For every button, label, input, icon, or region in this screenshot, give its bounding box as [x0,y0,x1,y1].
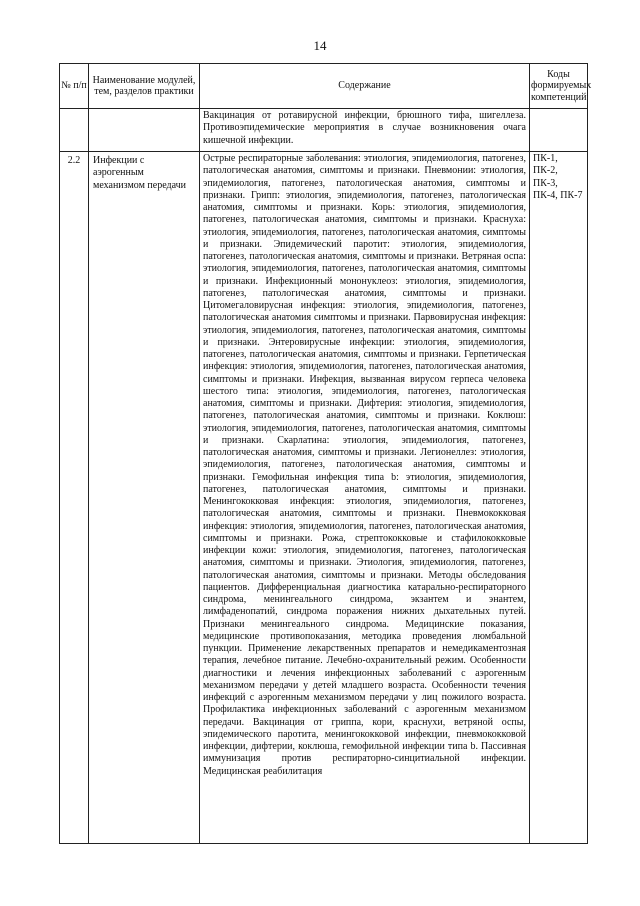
row-content: Острые респираторные заболевания: этиология, эпидемиология, патогенез, патологическая анатомия, симптомы и признаки. Пневмонии: этиология, эпидемиология, патогенез, патологическая анатомия, симптомы и признаки. Грипп: этиология, эпидемиология, патогенез, патологическая анатомия, симптомы и признаки. Корь: этиология, эпидемиология, патогенез, патологическая анатомия, симптомы и признаки. Краснуха: этиология, эпидемиология, патогенез, патологическая анатомия, симптомы и признаки. Эпидемический паротит: этиология, эпидемиология, патогенез, патологическая анатомия, симптомы и признаки. Ветряная оспа: этиология, эпидемиология, патогенез, патологическая анатомия, симптомы и признаки. Инфекционный мононуклеоз: этиология, эпидемиология, патогенез, патологическая анатомия, симптомы и признаки. Цитомегаловирусная инфекция: этиология, эпидемиология, патогенез, патологическая анатомия симптомы и признаки. Парвовирусная инфекция: этиология, эпидемиология, патогенез, патологическая анатомия, симптомы и признаки. Энтеровирусные инфекции: этиология, эпидемиология, патогенез, патологическая анатомия, симптомы и признаки. Герпетическая инфекция: этиология, эпидемиология, патогенез, патологическая анатомия, симптомы и признаки. Инфекция, вызванная вирусом герпеса человека шестого типа: этиология, эпидемиология, патогенез, патологическая анатомия, симптомы и признаки. Дифтерия: этиология, эпидемиология, патогенез, патологическая анатомия, симптомы и признаки. Коклюш: этиология, эпидемиология, патогенез, патологическая анатомия, симптомы и признаки. Скарлатина: этиология, эпидемиология, патогенез, патологическая анатомия, симптомы и признаки. Легионеллез: этиология, эпидемиология, патогенез, патологическая анатомия, симптомы и признаки. Гемофильная инфекция типа b: этиология, эпидемиология, патогенез, патологическая анатомия, симптомы и признаки. Менингококковая инфекция: этиология, эпидемиология, патогенез, патологическая анатомия, симптомы и признаки. Пневмококковая инфекция: этиология, эпидемиология, патогенез, патологическая анатомия, симптомы и признаки. Рожа, стрептококковые и стафилококковые инфекции кожи: этиология, эпидемиология, патогенез, патологическая анатомия, симптомы и признаки. Этиология, эпидемиология, патогенез, патологическая анатомия, симптомы и признаки. Методы обследования пациентов. Дифференциальная диагностика катарально-респираторного синдрома, менингеального синдрома, экзантем и энантем, лимфаденопатий, синдрома поражения нижних дыхательных путей. Признаки менингеального синдрома. Медицинские показания, медицинские противопоказания, методика проведения люмбальной пункции. Применение лекарственных препаратов и немедикаментозная терапия, лечебное питание. Лечебно-охранительный режим. Особенности диагностики и лечения инфекционных заболеваний с аэрогенным механизмом передачи у детей младшего возраста. Особенности течения инфекций с аэрогенным механизмом передачи у лиц пожилого возраста. Профилактика инфекционных заболеваний с аэрогенным механизмом передачи. Вакцинация от гриппа, кори, краснухи, ветряной оспы, эпидемического паротита, менингококковой инфекции, пневмококковой инфекции, дифтерии, коклюша, гемофильной инфекции типа b. Пассивная иммунизация против респираторно-синцитиальной инфекции. Медицинская реабилитация [200,152,530,844]
row-module: Инфекции с аэрогенным механизмом передачи [89,152,200,844]
header-module: Наименование модулей, тем, разделов практики [89,64,200,109]
table-row [60,152,588,844]
row-number: 2.2 [60,152,89,844]
header-content: Содержание [200,64,530,109]
row-content: Вакцинация от ротавирусной инфекции, брюшного тифа, шигеллеза. Противоэпидемические мероприятия в случае возникновения очага кишечной инфекции. [200,109,530,152]
header-codes: Коды формируемых компетенций [530,64,588,109]
page-number: 14 [313,38,327,53]
row-codes [530,109,588,152]
header-number: № п/п [60,64,89,109]
curriculum-table [59,63,592,844]
row-codes: ПК-1, ПК-2, ПК-3, ПК-4, ПК-7 [530,152,588,844]
row-module [89,109,200,152]
row-number [60,109,89,152]
table-row [60,109,588,152]
table-header-row [60,64,588,109]
